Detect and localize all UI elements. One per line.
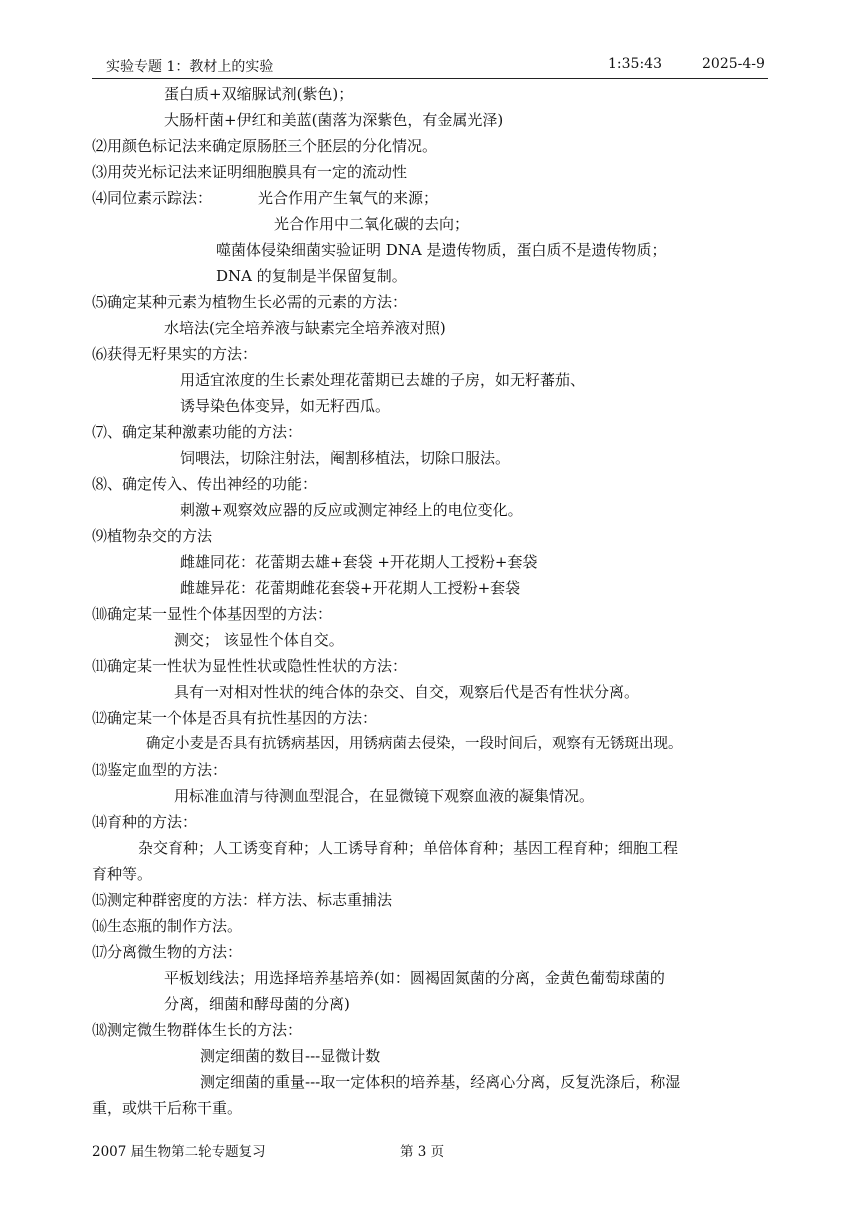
text-line: 刺激+观察效应器的反应或测定神经上的电位变化。 <box>180 501 523 519</box>
text-line: 噬菌体侵染细菌实验证明 DNA 是遗传物质，蛋白质不是遗传物质； <box>216 241 667 259</box>
text-line: 具有一对相对性状的纯合体的杂交、自交，观察后代是否有性状分离。 <box>174 683 640 701</box>
text-line: ⑶用荧光标记法来证明细胞膜具有一定的流动性 <box>92 163 408 181</box>
text-line: 确定小麦是否具有抗锈病基因，用锈病菌去侵染，一段时间后，观察有无锈斑出现。 <box>146 736 683 752</box>
text-line: 育种等。 <box>92 865 153 883</box>
text-line: ⑾确定某一性状为显性性状或隐性性状的方法： <box>92 657 408 675</box>
text-line: ⑻、确定传入、传出神经的功能： <box>92 475 318 493</box>
text-line: 雌雄同花：花蕾期去雄+套袋 +开花期人工授粉+套袋 <box>180 553 538 571</box>
text-line: 饲喂法，切除注射法，阉割移植法，切除口服法。 <box>180 449 511 467</box>
text-line: ⒁育种的方法： <box>92 813 198 831</box>
text-line: 诱导染色体变异，如无籽西瓜。 <box>180 397 391 415</box>
text-line: 重，或烘干后称干重。 <box>92 1099 243 1117</box>
text-line: ⑺、确定某种激素功能的方法： <box>92 423 303 441</box>
text-line: ⑽确定某一显性个体基因型的方法： <box>92 605 333 623</box>
header-time: 1:35:43 <box>608 56 662 72</box>
page-number: 第 3 页 <box>400 1144 445 1160</box>
text-line: 大肠杆菌+伊红和美蓝(菌落为深紫色，有金属光泽) <box>164 111 504 129</box>
text-line: 用适宜浓度的生长素处理花蕾期已去雄的子房，如无籽蕃茄、 <box>180 371 586 389</box>
header-date: 2025-4-9 <box>702 56 765 72</box>
text-line: 雌雄异花：花蕾期雌花套袋+开花期人工授粉+套袋 <box>180 579 521 597</box>
text-line: 光合作用中二氧化碳的去向； <box>274 215 470 233</box>
text-line: ⒅测定微生物群体生长的方法： <box>92 1021 303 1039</box>
text-line: 平板划线法；用选择培养基培养(如：圆褐固氮菌的分离，金黄色葡萄球菌的 <box>164 969 665 987</box>
text-line: ⑹获得无籽果实的方法： <box>92 345 258 363</box>
text-line: ⑿确定某一个体是否具有抗性基因的方法： <box>92 709 378 727</box>
text-line: ⒄分离微生物的方法： <box>92 943 243 961</box>
text-line: ⒂测定种群密度的方法：样方法、标志重捕法 <box>92 891 393 909</box>
footer-title: 2007 届生物第二轮专题复习 <box>92 1144 266 1160</box>
header-title: 实验专题 1：教材上的实验 <box>106 59 274 75</box>
text-line: 分离，细菌和酵母菌的分离) <box>164 995 350 1013</box>
text-line: 光合作用产生氧气的来源； <box>258 189 439 207</box>
text-line: 水培法(完全培养液与缺素完全培养液对照) <box>164 319 446 337</box>
text-line: 用标准血清与待测血型混合，在显微镜下观察血液的凝集情况。 <box>174 787 595 805</box>
text-line: 蛋白质+双缩脲试剂(紫色)； <box>164 85 354 103</box>
text-line: ⑸确定某种元素为植物生长必需的元素的方法： <box>92 293 408 311</box>
page-header <box>92 56 768 79</box>
text-line: ⑷同位素示踪法： <box>92 189 213 207</box>
text-line: ⑼植物杂交的方法 <box>92 527 213 545</box>
text-line: 测定细菌的数目---显微计数 <box>200 1047 381 1065</box>
text-line: ⒀鉴定血型的方法： <box>92 761 228 779</box>
text-line: ⒃生态瓶的制作方法。 <box>92 917 243 935</box>
text-line: 测交； 该显性个体自交。 <box>174 631 344 649</box>
text-line: 测定细菌的重量---取一定体积的培养基，经离心分离，反复洗涤后，称湿 <box>200 1073 681 1091</box>
text-line: DNA 的复制是半保留复制。 <box>216 267 407 285</box>
text-line: ⑵用颜色标记法来确定原肠胚三个胚层的分化情况。 <box>92 137 438 155</box>
text-line: 杂交育种；人工诱变育种；人工诱导育种；单倍体育种；基因工程育种；细胞工程 <box>138 839 679 857</box>
